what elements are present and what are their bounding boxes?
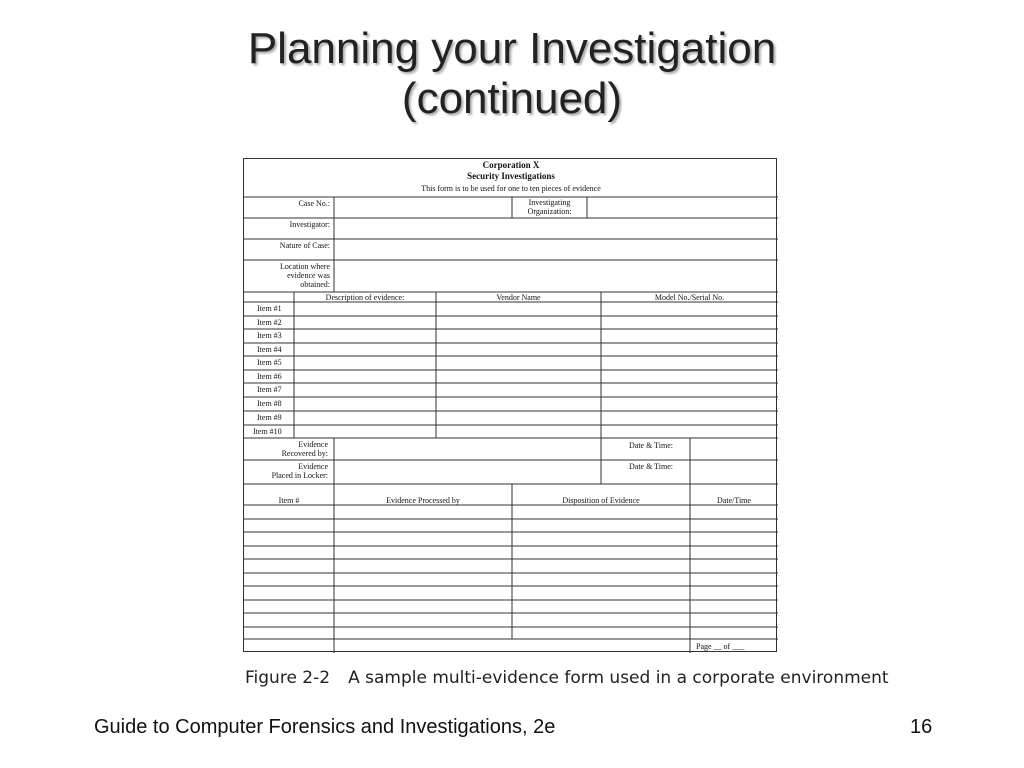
placed-datetime-label: Date & Time: [629, 462, 674, 471]
location-label-3: obtained: [300, 280, 330, 289]
slide-footer: Guide to Computer Forensics and Investigations, 2e [94, 716, 556, 738]
form-name: Security Investigations [467, 171, 555, 181]
col-disposition: Disposition of Evidence [562, 496, 640, 505]
item-label: Item #1 [257, 304, 282, 313]
slide-title-line2: (continued) [401, 74, 623, 123]
recovered-datetime-label: Date & Time: [629, 441, 674, 450]
page-of-label: Page __ of ___ [696, 642, 745, 651]
form-grid [244, 159, 778, 653]
slide-title-line1: Planning your Investigation [247, 24, 777, 73]
item-label: Item #7 [257, 385, 282, 394]
recovered-label-1: Evidence [298, 440, 328, 449]
slide-title [0, 24, 1024, 124]
item-label: Item #6 [257, 372, 282, 381]
col-processed-by: Evidence Processed by [386, 496, 460, 505]
item-label: Item #3 [257, 331, 282, 340]
location-label-1: Location where [280, 262, 330, 271]
location-label-2: evidence was [287, 271, 330, 280]
col-description: Description of evidence: [325, 293, 405, 302]
form-org-name: Corporation X [482, 160, 540, 170]
item-label: Item #2 [257, 318, 282, 327]
item-label: Item #9 [257, 413, 282, 422]
item-label: Item #4 [257, 345, 282, 354]
figure-number: Figure 2-2 [245, 668, 331, 688]
col-model: Model No./Serial No. [654, 293, 725, 302]
figure-caption-text: A sample multi-evidence form used in a corporate environment [348, 668, 889, 688]
col-vendor: Vendor Name [496, 293, 541, 302]
investigating-org-label-1: Investigating [528, 198, 571, 207]
item-label: Item #8 [257, 399, 282, 408]
figure-caption [245, 668, 889, 688]
investigating-org-label-2: Organization: [527, 207, 572, 216]
investigator-label: Investigator: [289, 220, 330, 229]
placed-label-2: Placed in Locker: [271, 471, 328, 480]
col-datetime: Date/Time [717, 496, 751, 505]
item-label: Item #5 [257, 358, 282, 367]
item-label: Item #10 [253, 427, 282, 436]
slide-page-number: 16 [910, 716, 933, 738]
placed-label-1: Evidence [298, 462, 328, 471]
evidence-form [243, 158, 777, 652]
nature-of-case-label: Nature of Case: [279, 241, 330, 250]
col-item-no: Item # [278, 496, 300, 505]
form-instructions: This form is to be used for one to ten pieces of evidence [421, 184, 601, 193]
recovered-label-2: Recovered by: [281, 449, 328, 458]
case-no-label: Case No.: [298, 199, 330, 208]
